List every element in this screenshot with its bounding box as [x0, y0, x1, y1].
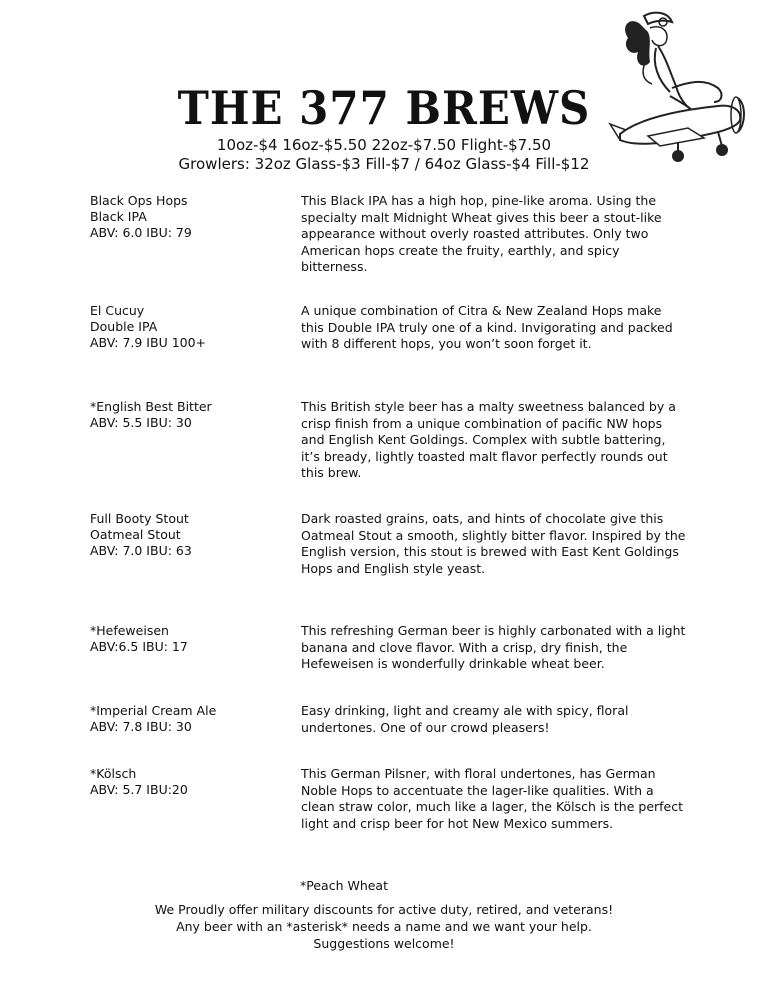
- beer-info: [90, 703, 290, 735]
- beer-name: Black Ops Hops: [90, 193, 188, 208]
- beer-description: A unique combination of Citra & New Zealand Hops make this Double IPA truly one of a kind. Invigorating and packed with 8 different hops, you won’t soon forget it.: [301, 303, 673, 351]
- beer-info: [90, 623, 290, 655]
- pricing-line-growlers: Growlers: 32oz Glass-$3 Fill-$7 / 64oz Glass-$4 Fill-$12: [178, 155, 590, 173]
- beer-stats: ABV: 5.7 IBU:20: [90, 782, 188, 797]
- beer-description: This refreshing German beer is highly carbonated with a light banana and clove flavor. With a crisp, dry finish, the Hefeweisen is wonderfully drinkable wheat beer.: [301, 623, 686, 671]
- beer-name: Full Booty Stout: [90, 511, 189, 526]
- beer-stats: ABV: 7.9 IBU 100+: [90, 335, 207, 350]
- beer-name: *Hefeweisen: [90, 623, 169, 638]
- beer-info: [90, 766, 290, 798]
- pricing-line-glass: 10oz-$4 16oz-$5.50 22oz-$7.50 Flight-$7.50: [216, 136, 552, 154]
- beer-name: *Kölsch: [90, 766, 137, 781]
- beer-stats: ABV: 5.5 IBU: 30: [90, 415, 192, 430]
- beer-description: This German Pilsner, with floral undertones, has German Noble Hops to accentuate the lager-like qualities. With a clean straw color, much like a lager, the Kölsch is the perfect light and crisp beer for hot New Mexico summers.: [301, 766, 684, 831]
- beer-name: *English Best Bitter: [90, 399, 212, 414]
- beer-info: [90, 193, 290, 241]
- page-title: THE 377 BREWS: [177, 82, 591, 135]
- beer-name: *Imperial Cream Ale: [90, 703, 217, 718]
- military-discount-note: We Proudly offer military discounts for active duty, retired, and veterans!: [154, 902, 614, 917]
- beer-info: [90, 303, 290, 351]
- beer-description: Easy drinking, light and creamy ale with spicy, floral undertones. One of our crowd pleasers!: [301, 703, 629, 735]
- pricing-block: [0, 136, 768, 174]
- beer-stats: ABV: 7.0 IBU: 63: [90, 543, 192, 558]
- beer-stats: ABV:6.5 IBU: 17: [90, 639, 188, 654]
- beer-name: El Cucuy: [90, 303, 145, 318]
- beer-info: [90, 399, 290, 431]
- beer-info: [90, 511, 290, 559]
- beer-description: This Black IPA has a high hop, pine-like aroma. Using the specialty malt Midnight Wheat gives this beer a stout-like appearance without overly roasted attributes. Only two American hops create the fruity, earthly, and spicy bitterness.: [301, 193, 662, 274]
- beer-style: Double IPA: [90, 319, 158, 334]
- extra-beer-peach-wheat: *Peach Wheat: [300, 878, 388, 893]
- beer-stats: ABV: 6.0 IBU: 79: [90, 225, 192, 240]
- asterisk-note: Any beer with an *asterisk* needs a name and we want your help.: [176, 919, 592, 934]
- beer-description: Dark roasted grains, oats, and hints of chocolate give this Oatmeal Stout a smooth, slightly bitter flavor. Inspired by the English version, this stout is brewed with East Kent Goldings Hops and English style yeast.: [301, 511, 686, 576]
- beer-stats: ABV: 7.8 IBU: 30: [90, 719, 192, 734]
- suggestions-note: Suggestions welcome!: [313, 936, 455, 951]
- beer-description: This British style beer has a malty sweetness balanced by a crisp finish from a unique combination of pacific NW hops and English Kent Goldings. Complex with subtle battering, it’s bready, lightly toasted malt flavor perfectly rounds out this brew.: [301, 399, 676, 480]
- beer-style: Oatmeal Stout: [90, 527, 181, 542]
- beer-style: Black IPA: [90, 209, 147, 224]
- footer-notes: [0, 901, 768, 952]
